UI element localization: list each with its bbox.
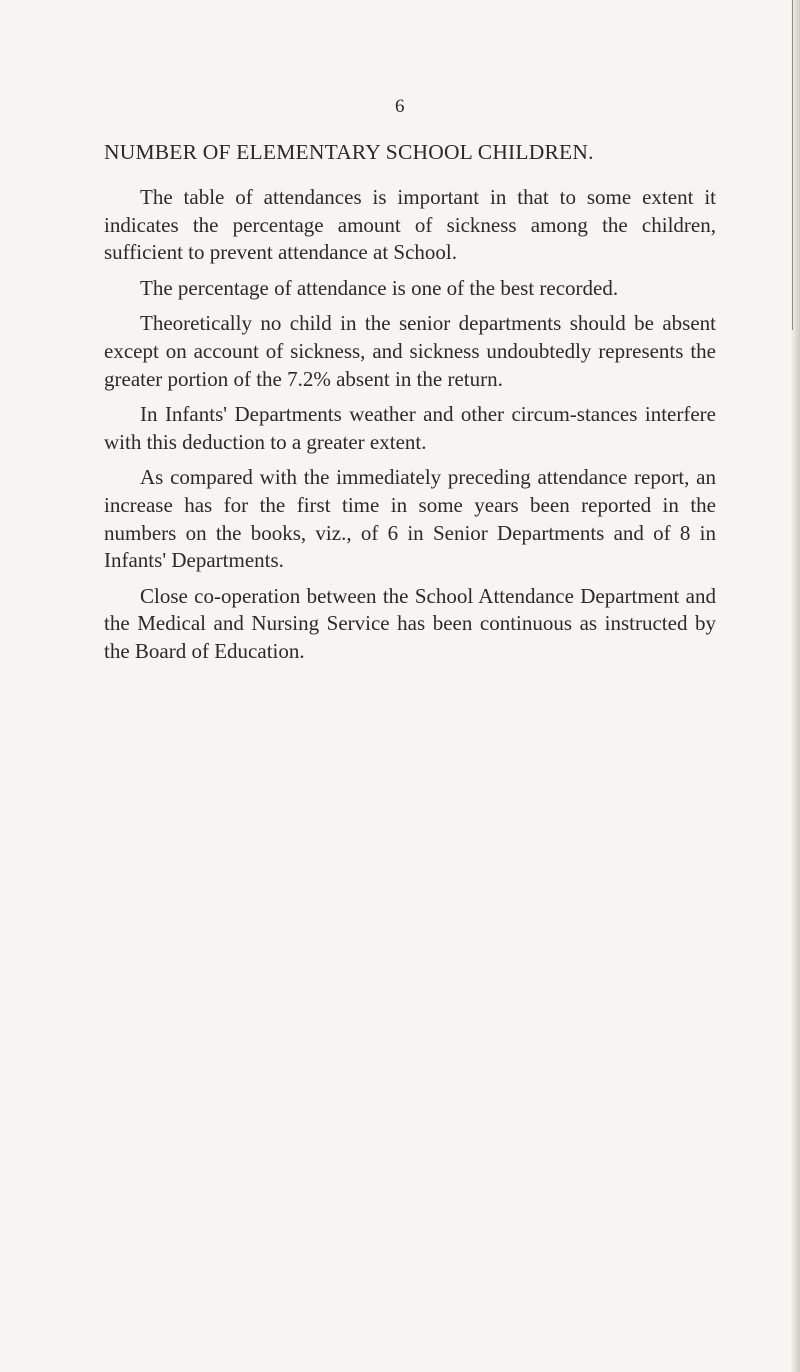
paragraph-attendance-percentage: The percentage of attendance is one of the best recorded.	[140, 275, 619, 300]
page-heading: NUMBER OF ELEMENTARY SCHOOL CHILDREN.	[104, 140, 594, 164]
page-edge-line	[792, 0, 793, 330]
page-number: 6	[395, 96, 405, 117]
paragraph-co-operation: Close co-operation between the School Attendance Department and the Medical and Nursing Service has been continuous as instructed by the Board of Education.	[104, 583, 716, 663]
paragraph-senior-departments: Theoretically no child in the senior departments should be absent except on account of sickness, and sickness undoubtedly represents the greater portion of the 7.2% absent in the return.	[104, 311, 716, 391]
paragraph-infants-departments: In Infants' Departments weather and other circum-stances interfere with this deduction to a greater extent.	[104, 402, 716, 454]
paragraph-books-increase: As compared with the immediately preceding attendance report, an increase has for the first time in some years been reported in the numbers on the books, viz., of 6 in Senior Departments and of 8 in Infants' Departments.	[104, 465, 716, 573]
paragraph-attendance-table: The table of attendances is important in that to some extent it indicates the percentage amount of sickness among the children, sufficient to prevent attendance at School.	[104, 185, 716, 265]
body-text	[104, 184, 716, 674]
